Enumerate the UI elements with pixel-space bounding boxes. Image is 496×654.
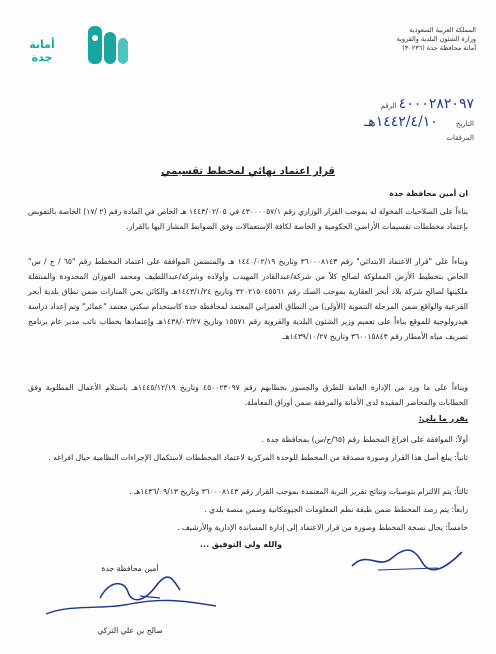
salutation: ان أمين محافظة جدة	[389, 189, 468, 198]
org-line-ministry: وزارة الشئون البلدية والقروية	[396, 35, 476, 43]
attachments-row	[314, 134, 474, 142]
number-label: الرقم	[380, 102, 397, 110]
decision-item-third: ثالثاً: يتم الالتزام بتوصيات ونتائج تقرير التربة المعتمدة بموجب القرار رقم ٣٦٠٠٠٨١٤٣ وتاريخ ١٤٣٦/٠٩/١٣هـ .	[129, 487, 468, 496]
mayor-signature	[40, 574, 220, 624]
closing-line: والله ولي التوفيق ...	[200, 540, 283, 549]
attachments-label: المرفقات	[446, 134, 474, 142]
signatory-title: أمين محافظة جدة	[101, 564, 159, 573]
document-title: قرار اعتماد نهائي لمخطط تقسيمي	[161, 166, 335, 177]
date-row	[314, 114, 474, 130]
paragraph-preliminary-approval: وبناءاً على "قرار الاعتماد الابتدائي" رقم ٣٦٠٠٠٨١٤٣ وتاريخ ١٤٤٠/٠٢/١٩ هـ والمتضمن الموافقة على اعتماد المخطط رقم "٦٥ / ج / س" الخاص بتخطيط الأرض المملوكة لصالح كلاً من شركة/عبدالقادر المهيدب وأولاده وشركة/عبداللطيف ومحمد الفوزان المحدودة والمنتقلة ملكيتها لصالح شركة بلاد أبحر العقارية بموجب الصك رقم ٣٢٠٢١٥٠٤٥٥٦١ وتاريخ ١٤٤٣/١/٢٤هـ والكائن بحي المنارات ضمن نطاق بلدية أبحر الفرعية والواقع ضمن المرحلة التنموية (الأولى) من النطاق العمراني المعتمد لمحافظة جدة كاستخدام سكني معتمد "عمائر" وتم إعداد دراسة هيدرولوجية للموقع بناءاً على تعميم وزير الشئون البلدية والقروية رقم ١٥٥٧١ وتاريخ ١٤٣٨/٠٣/٢٧هـ وإعتمادها بخطاب نائب مدير عام برنامج تصريف مياه الأمطار رقم ٣٦٠٠١٥٨٤٣ وتاريخ ١٤٣٩/١٠/٢٧هـ.	[28, 257, 469, 341]
logo-wordmark: أمانة جدة	[29, 38, 55, 64]
paragraph-authority: بناءاً على الصلاحيات المخولة له بموجب القرار الوزاري رقم ٤٣٠٠٠٠٥٧/١ في ١٤٤٣/٠٢/٠٥ هـ الخاص في المادة رقم (٢ /١٧) الخاصة بالتفويض بإعتماد مخططات تقسيمات الأراضي الحكومية و الخاصة لكافة الإستعمالات وفق الضوابط المشار اليها بالقرار.	[28, 207, 468, 231]
signatory-name: صالح بن علي التركي	[97, 626, 163, 635]
number-row	[314, 96, 474, 112]
decision-item-fifth: خامساً: يحال نسخة المخطط وصورة من قرار الاعتماد إلى إدارة المساندة الإدارية والأرشيف .	[177, 523, 468, 532]
number-value: ٤٠٠٠٢٨٢٠٩٧	[398, 96, 474, 112]
date-label: التاريخ	[455, 120, 474, 128]
org-line-municipality: أمانة محافظة جدة (٣٠٢٣٦)	[402, 44, 476, 52]
org-line-country: المملكة العربية السعودية	[409, 26, 476, 34]
org-header	[356, 26, 476, 53]
decision-item-second: ثانياً: يبلغ أصل هذا القرار وصورة مصدقة من المخطط للوحدة المركزية لاعتماد المخططات لاستكمال الإجراءات النظامية حيال افراغه .	[48, 453, 468, 462]
initials-signature	[348, 540, 468, 576]
decision-heading: يقرر ما يلي:	[418, 414, 468, 423]
decision-item-fourth: رابعاً: يتم رصد المخطط ضمن طبقة نظم المعلومات الجيومكانية وضمن منصة بلدي .	[204, 505, 468, 514]
paragraph-roads-department: وبناءاً على ما ورد من الإدارة العامة للطرق والجسور بخطابهم رقم ٤٥٠٠٢٣٠٩٧ وتاريخ ١٤٤٥/١٢/١٩هـ باستلام الأعمال المطلوبة وفق الخطابات والمحاضر المقيدة لدى الأمانة والمرفقة ضمن أوراق المعاملة.	[28, 383, 468, 407]
date-value: ١٤٤٢/٤/١٠هـ	[364, 114, 438, 130]
decision-item-first: أولاً: الموافقة على افراغ المخطط رقم (٦٥/ج/س) بمحافظة جدة .	[261, 435, 468, 444]
